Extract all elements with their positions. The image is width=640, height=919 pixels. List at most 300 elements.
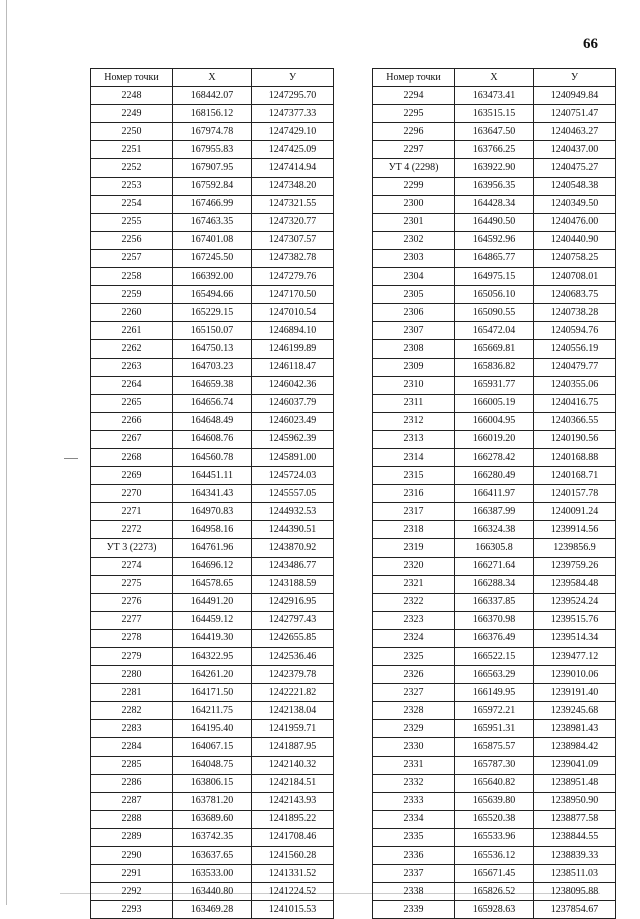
y-cell: 1246023.49: [252, 412, 334, 430]
table-row: [91, 847, 334, 865]
y-cell: 1240190.56: [534, 430, 616, 448]
coordinates-table-left: [90, 68, 334, 919]
x-cell: 165640.82: [455, 774, 534, 792]
point-number-cell: 2293: [91, 901, 173, 919]
y-cell: 1240476.00: [534, 213, 616, 231]
x-cell: 163647.50: [455, 123, 534, 141]
x-cell: 165229.15: [173, 304, 252, 322]
point-number-cell: 2325: [373, 648, 455, 666]
y-cell: 1244932.53: [252, 503, 334, 521]
point-number-cell: 2290: [91, 847, 173, 865]
table-row: [91, 557, 334, 575]
table-row: [91, 213, 334, 231]
table-row: [91, 720, 334, 738]
point-number-cell: 2280: [91, 666, 173, 684]
y-cell: 1243188.59: [252, 575, 334, 593]
y-cell: 1240479.77: [534, 358, 616, 376]
table-row: [91, 666, 334, 684]
x-cell: 165836.82: [455, 358, 534, 376]
x-cell: 166305.8: [455, 539, 534, 557]
x-cell: 167401.08: [173, 231, 252, 249]
y-cell: 1240556.19: [534, 340, 616, 358]
table-row: [373, 648, 616, 666]
table-row: [373, 123, 616, 141]
point-number-cell: 2331: [373, 756, 455, 774]
table-row: [91, 756, 334, 774]
x-cell: 164419.30: [173, 629, 252, 647]
table-row: [373, 702, 616, 720]
point-number-cell: 2329: [373, 720, 455, 738]
x-cell: 164865.77: [455, 249, 534, 267]
table-row: [91, 159, 334, 177]
y-cell: 1239856.9: [534, 539, 616, 557]
y-cell: 1238950.90: [534, 792, 616, 810]
point-number-cell: 2250: [91, 123, 173, 141]
point-number-cell: 2248: [91, 87, 173, 105]
y-cell: 1242143.93: [252, 792, 334, 810]
point-number-cell: 2317: [373, 503, 455, 521]
y-cell: 1239759.26: [534, 557, 616, 575]
y-cell: 1247307.57: [252, 231, 334, 249]
x-cell: 167592.84: [173, 177, 252, 195]
x-cell: 166019.20: [455, 430, 534, 448]
point-number-cell: 2272: [91, 521, 173, 539]
x-cell: 166376.49: [455, 629, 534, 647]
x-cell: 164608.76: [173, 430, 252, 448]
point-number-cell: 2287: [91, 792, 173, 810]
point-number-cell: 2333: [373, 792, 455, 810]
table-row: [91, 322, 334, 340]
point-number-cell: 2320: [373, 557, 455, 575]
point-number-cell: 2274: [91, 557, 173, 575]
table-row: [91, 575, 334, 593]
header-point-number: Номер точки: [91, 69, 173, 87]
y-cell: 1240475.27: [534, 159, 616, 177]
y-cell: 1241560.28: [252, 847, 334, 865]
table-row: [91, 394, 334, 412]
point-number-cell: 2309: [373, 358, 455, 376]
point-number-cell: 2304: [373, 268, 455, 286]
point-number-cell: 2257: [91, 249, 173, 267]
x-cell: 165826.52: [455, 883, 534, 901]
table-row: [91, 195, 334, 213]
y-cell: 1242379.78: [252, 666, 334, 684]
x-cell: 163473.41: [455, 87, 534, 105]
table-row: [373, 792, 616, 810]
x-cell: 164761.96: [173, 539, 252, 557]
x-cell: 166392.00: [173, 268, 252, 286]
x-cell: 165639.80: [455, 792, 534, 810]
table-row: [373, 358, 616, 376]
table-row: [373, 901, 616, 919]
table-row: [373, 286, 616, 304]
x-cell: 163689.60: [173, 810, 252, 828]
x-cell: 165669.81: [455, 340, 534, 358]
point-number-cell: 2253: [91, 177, 173, 195]
table-row: [91, 648, 334, 666]
margin-mark: [64, 458, 78, 459]
x-cell: 164578.65: [173, 575, 252, 593]
x-cell: 166563.29: [455, 666, 534, 684]
point-number-cell: 2319: [373, 539, 455, 557]
point-number-cell: 2322: [373, 593, 455, 611]
point-number-cell: 2265: [91, 394, 173, 412]
y-cell: 1238951.48: [534, 774, 616, 792]
y-cell: 1238095.88: [534, 883, 616, 901]
scan-edge: [6, 0, 7, 905]
y-cell: 1245557.05: [252, 485, 334, 503]
x-cell: 165494.66: [173, 286, 252, 304]
point-number-cell: 2314: [373, 448, 455, 466]
y-cell: 1241887.95: [252, 738, 334, 756]
x-cell: 165671.45: [455, 865, 534, 883]
point-number-cell: 2270: [91, 485, 173, 503]
y-cell: 1247377.33: [252, 105, 334, 123]
y-cell: 1245891.00: [252, 448, 334, 466]
y-cell: 1240168.71: [534, 467, 616, 485]
point-number-cell: 2328: [373, 702, 455, 720]
table-row: [91, 430, 334, 448]
x-cell: 166522.15: [455, 648, 534, 666]
point-number-cell: 2281: [91, 684, 173, 702]
x-cell: 164648.49: [173, 412, 252, 430]
table-row: [91, 340, 334, 358]
table-row: [373, 593, 616, 611]
table-row: [373, 394, 616, 412]
point-number-cell: 2337: [373, 865, 455, 883]
point-number-cell: 2252: [91, 159, 173, 177]
table-row: [91, 141, 334, 159]
y-cell: 1241015.53: [252, 901, 334, 919]
point-number-cell: УТ 4 (2298): [373, 159, 455, 177]
table-row: [91, 231, 334, 249]
x-cell: 163533.00: [173, 865, 252, 883]
table-row: [373, 557, 616, 575]
x-cell: 164459.12: [173, 611, 252, 629]
y-cell: 1247170.50: [252, 286, 334, 304]
table-row: [91, 268, 334, 286]
table-row: [373, 847, 616, 865]
table-row: [373, 195, 616, 213]
y-cell: 1240738.28: [534, 304, 616, 322]
point-number-cell: 2277: [91, 611, 173, 629]
x-cell: 165928.63: [455, 901, 534, 919]
y-cell: 1239914.56: [534, 521, 616, 539]
table-row: [373, 521, 616, 539]
y-cell: 1246199.89: [252, 340, 334, 358]
y-cell: 1240708.01: [534, 268, 616, 286]
header-point-number: Номер точки: [373, 69, 455, 87]
table-row: [91, 810, 334, 828]
header-x: X: [455, 69, 534, 87]
x-cell: 168442.07: [173, 87, 252, 105]
point-number-cell: 2295: [373, 105, 455, 123]
table-row: [91, 412, 334, 430]
table-row: [373, 231, 616, 249]
point-number-cell: 2263: [91, 358, 173, 376]
point-number-cell: 2307: [373, 322, 455, 340]
table-row: [91, 376, 334, 394]
point-number-cell: 2338: [373, 883, 455, 901]
y-cell: 1239584.48: [534, 575, 616, 593]
y-cell: 1241331.52: [252, 865, 334, 883]
table-row: [373, 430, 616, 448]
x-cell: 164322.95: [173, 648, 252, 666]
table-row: [373, 485, 616, 503]
x-cell: 165056.10: [455, 286, 534, 304]
table-body-right: [373, 87, 616, 919]
y-cell: 1240751.47: [534, 105, 616, 123]
x-cell: 164428.34: [455, 195, 534, 213]
point-number-cell: 2316: [373, 485, 455, 503]
table-row: [373, 865, 616, 883]
point-number-cell: 2254: [91, 195, 173, 213]
point-number-cell: 2294: [373, 87, 455, 105]
x-cell: 166387.99: [455, 503, 534, 521]
y-cell: 1247010.54: [252, 304, 334, 322]
x-cell: 164211.75: [173, 702, 252, 720]
point-number-cell: 2260: [91, 304, 173, 322]
point-number-cell: 2286: [91, 774, 173, 792]
x-cell: 166149.95: [455, 684, 534, 702]
table-row: [91, 774, 334, 792]
header-y: У: [252, 69, 334, 87]
table-row: [91, 467, 334, 485]
y-cell: 1242797.43: [252, 611, 334, 629]
y-cell: 1240416.75: [534, 394, 616, 412]
point-number-cell: 2296: [373, 123, 455, 141]
point-number-cell: 2262: [91, 340, 173, 358]
point-number-cell: 2258: [91, 268, 173, 286]
point-number-cell: 2330: [373, 738, 455, 756]
y-cell: 1242655.85: [252, 629, 334, 647]
point-number-cell: УТ 3 (2273): [91, 539, 173, 557]
table-row: [373, 268, 616, 286]
table-row: [373, 883, 616, 901]
y-cell: 1247429.10: [252, 123, 334, 141]
table-row: [373, 738, 616, 756]
y-cell: 1240440.90: [534, 231, 616, 249]
x-cell: 164067.15: [173, 738, 252, 756]
point-number-cell: 2312: [373, 412, 455, 430]
point-number-cell: 2310: [373, 376, 455, 394]
x-cell: 164341.43: [173, 485, 252, 503]
y-cell: 1241708.46: [252, 828, 334, 846]
x-cell: 165787.30: [455, 756, 534, 774]
y-cell: 1238844.55: [534, 828, 616, 846]
x-cell: 165520.38: [455, 810, 534, 828]
y-cell: 1242184.51: [252, 774, 334, 792]
table-row: [373, 539, 616, 557]
table-row: [373, 340, 616, 358]
point-number-cell: 2308: [373, 340, 455, 358]
table-row: [91, 593, 334, 611]
x-cell: 166370.98: [455, 611, 534, 629]
y-cell: 1239010.06: [534, 666, 616, 684]
table-row: [91, 177, 334, 195]
table-row: [373, 105, 616, 123]
x-cell: 163922.90: [455, 159, 534, 177]
point-number-cell: 2261: [91, 322, 173, 340]
x-cell: 165972.21: [455, 702, 534, 720]
x-cell: 164970.83: [173, 503, 252, 521]
table-row: [373, 213, 616, 231]
y-cell: 1243486.77: [252, 557, 334, 575]
table-row: [373, 810, 616, 828]
x-cell: 164048.75: [173, 756, 252, 774]
table-row: [373, 249, 616, 267]
table-row: [91, 629, 334, 647]
table-row: [373, 141, 616, 159]
point-number-cell: 2264: [91, 376, 173, 394]
point-number-cell: 2275: [91, 575, 173, 593]
point-number-cell: 2300: [373, 195, 455, 213]
y-cell: 1239041.09: [534, 756, 616, 774]
point-number-cell: 2323: [373, 611, 455, 629]
x-cell: 164659.38: [173, 376, 252, 394]
x-cell: 166411.97: [455, 485, 534, 503]
header-y: У: [534, 69, 616, 87]
table-row: [91, 123, 334, 141]
x-cell: 166324.38: [455, 521, 534, 539]
x-cell: 164592.96: [455, 231, 534, 249]
y-cell: 1243870.92: [252, 539, 334, 557]
y-cell: 1239524.24: [534, 593, 616, 611]
x-cell: 168156.12: [173, 105, 252, 123]
point-number-cell: 2301: [373, 213, 455, 231]
point-number-cell: 2269: [91, 467, 173, 485]
table-row: [91, 828, 334, 846]
table-row: [91, 358, 334, 376]
x-cell: 164703.23: [173, 358, 252, 376]
table-row: [91, 865, 334, 883]
point-number-cell: 2268: [91, 448, 173, 466]
point-number-cell: 2336: [373, 847, 455, 865]
x-cell: 164958.16: [173, 521, 252, 539]
y-cell: 1247425.09: [252, 141, 334, 159]
table-row: [91, 702, 334, 720]
table-row: [91, 485, 334, 503]
x-cell: 167245.50: [173, 249, 252, 267]
x-cell: 164195.40: [173, 720, 252, 738]
x-cell: 164490.50: [455, 213, 534, 231]
y-cell: 1238984.42: [534, 738, 616, 756]
y-cell: 1240437.00: [534, 141, 616, 159]
table-row: [373, 503, 616, 521]
point-number-cell: 2311: [373, 394, 455, 412]
point-number-cell: 2305: [373, 286, 455, 304]
y-cell: 1245962.39: [252, 430, 334, 448]
y-cell: 1246042.36: [252, 376, 334, 394]
point-number-cell: 2306: [373, 304, 455, 322]
y-cell: 1237854.67: [534, 901, 616, 919]
table-row: [91, 503, 334, 521]
table-row: [373, 774, 616, 792]
y-cell: 1242138.04: [252, 702, 334, 720]
table-row: [91, 792, 334, 810]
point-number-cell: 2291: [91, 865, 173, 883]
point-number-cell: 2256: [91, 231, 173, 249]
x-cell: 167466.99: [173, 195, 252, 213]
y-cell: 1242916.95: [252, 593, 334, 611]
table-row: [91, 684, 334, 702]
point-number-cell: 2315: [373, 467, 455, 485]
y-cell: 1240548.38: [534, 177, 616, 195]
y-cell: 1241895.22: [252, 810, 334, 828]
x-cell: 164261.20: [173, 666, 252, 684]
point-number-cell: 2326: [373, 666, 455, 684]
x-cell: 165533.96: [455, 828, 534, 846]
x-cell: 164560.78: [173, 448, 252, 466]
x-cell: 163515.15: [455, 105, 534, 123]
table-row: [373, 87, 616, 105]
point-number-cell: 2332: [373, 774, 455, 792]
point-number-cell: 2282: [91, 702, 173, 720]
x-cell: 165150.07: [173, 322, 252, 340]
y-cell: 1240355.06: [534, 376, 616, 394]
table-row: [91, 539, 334, 557]
point-number-cell: 2339: [373, 901, 455, 919]
point-number-cell: 2284: [91, 738, 173, 756]
point-number-cell: 2259: [91, 286, 173, 304]
table-row: [91, 883, 334, 901]
y-cell: 1247295.70: [252, 87, 334, 105]
point-number-cell: 2299: [373, 177, 455, 195]
x-cell: 164656.74: [173, 394, 252, 412]
point-number-cell: 2334: [373, 810, 455, 828]
point-number-cell: 2285: [91, 756, 173, 774]
table-row: [373, 448, 616, 466]
point-number-cell: 2321: [373, 575, 455, 593]
y-cell: 1247348.20: [252, 177, 334, 195]
table-row: [91, 249, 334, 267]
table-row: [373, 376, 616, 394]
x-cell: 164975.15: [455, 268, 534, 286]
point-number-cell: 2278: [91, 629, 173, 647]
header-row: [373, 69, 616, 87]
y-cell: 1239245.68: [534, 702, 616, 720]
table-row: [373, 666, 616, 684]
y-cell: 1241224.52: [252, 883, 334, 901]
table-row: [373, 467, 616, 485]
y-cell: 1238981.43: [534, 720, 616, 738]
point-number-cell: 2271: [91, 503, 173, 521]
point-number-cell: 2297: [373, 141, 455, 159]
y-cell: 1240157.78: [534, 485, 616, 503]
point-number-cell: 2283: [91, 720, 173, 738]
x-cell: 166004.95: [455, 412, 534, 430]
x-cell: 163637.65: [173, 847, 252, 865]
point-number-cell: 2266: [91, 412, 173, 430]
table-row: [373, 322, 616, 340]
point-number-cell: 2303: [373, 249, 455, 267]
x-cell: 163469.28: [173, 901, 252, 919]
table-row: [373, 177, 616, 195]
x-cell: 166337.85: [455, 593, 534, 611]
y-cell: 1239477.12: [534, 648, 616, 666]
table-row: [91, 87, 334, 105]
x-cell: 163781.20: [173, 792, 252, 810]
x-cell: 163956.35: [455, 177, 534, 195]
header-x: X: [173, 69, 252, 87]
table-row: [91, 521, 334, 539]
y-cell: 1240168.88: [534, 448, 616, 466]
y-cell: 1242140.32: [252, 756, 334, 774]
table-row: [91, 304, 334, 322]
point-number-cell: 2292: [91, 883, 173, 901]
y-cell: 1240594.76: [534, 322, 616, 340]
x-cell: 166280.49: [455, 467, 534, 485]
